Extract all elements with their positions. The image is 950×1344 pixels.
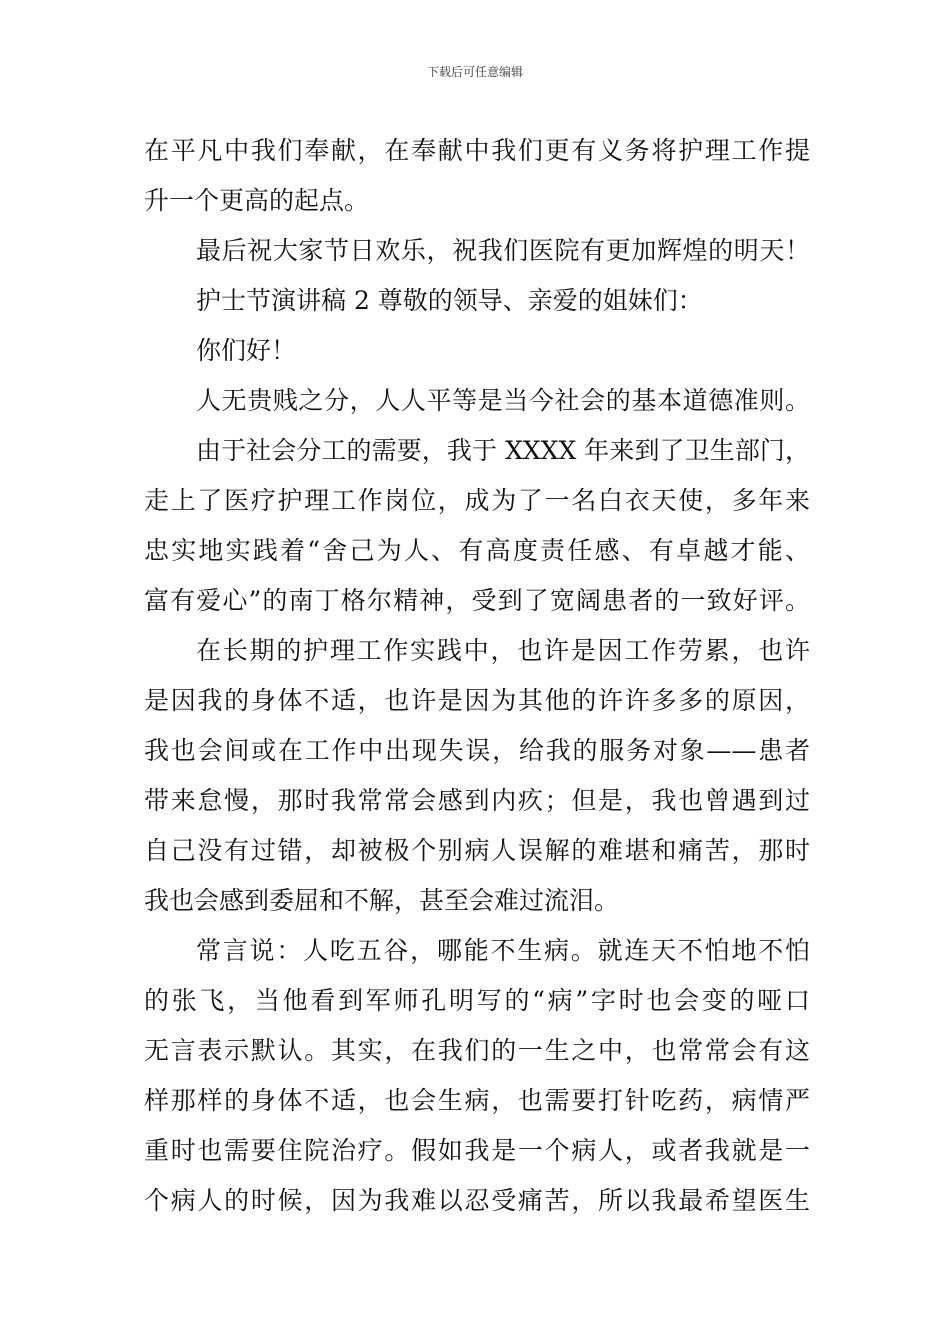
- text-line: 升一个更高的起点。: [144, 186, 370, 215]
- text-line: 是因我的身体不适，也许是因为其他的许许多多的原因，: [144, 686, 810, 715]
- text-line: 带来怠慢，那时我常常会感到内疚；但是，我也曾遇到过: [144, 786, 810, 815]
- text-line: 我也会感到委屈和不解，甚至会难过流泪。: [144, 886, 620, 915]
- text-line: 我也会间或在工作中出现失误，给我的服务对象——患者: [144, 736, 810, 765]
- text-line: 在长期的护理工作实践中，也许是因工作劳累，也许: [196, 636, 810, 665]
- text-line: 人无贵贱之分，人人平等是当今社会的基本道德准则。: [196, 386, 810, 415]
- text-line: 忠实地实践着“舍己为人、有高度责任感、有卓越才能、: [144, 536, 810, 565]
- text-line: 在平凡中我们奉献，在奉献中我们更有义务将护理工作提: [144, 136, 810, 165]
- text-line: 富有爱心”的南丁格尔精神，受到了宽阔患者的一致好评。: [144, 586, 810, 615]
- text-line: 常言说：人吃五谷，哪能不生病。就连天不怕地不怕: [196, 936, 810, 965]
- text-line: 你们好！: [196, 336, 297, 365]
- text-line: 最后祝大家节日欢乐，祝我们医院有更加辉煌的明天！: [196, 236, 810, 265]
- document-body: [144, 126, 810, 1226]
- text-line: 自己没有过错，却被极个别病人误解的难堪和痛苦，那时: [144, 836, 810, 865]
- text-line: 的张飞，当他看到军师孔明写的“病”字时也会变的哑口: [144, 986, 810, 1015]
- text-line: 重时也需要住院治疗。假如我是一个病人，或者我就是一: [144, 1136, 810, 1165]
- text-line: 走上了医疗护理工作岗位，成为了一名白衣天使，多年来: [144, 486, 810, 515]
- text-line: 护士节演讲稿 2 尊敬的领导、亲爱的姐妹们：: [196, 286, 703, 315]
- text-line: 样那样的身体不适，也会生病，也需要打针吃药，病情严: [144, 1086, 810, 1115]
- page-header: 下载后可任意编辑: [426, 65, 523, 79]
- text-line: 个病人的时候，因为我难以忍受痛苦，所以我最希望医生: [144, 1186, 810, 1215]
- text-line: 由于社会分工的需要，我于 XXXX 年来到了卫生部门，: [196, 436, 810, 465]
- text-line: 无言表示默认。其实，在我们的一生之中，也常常会有这: [144, 1036, 810, 1065]
